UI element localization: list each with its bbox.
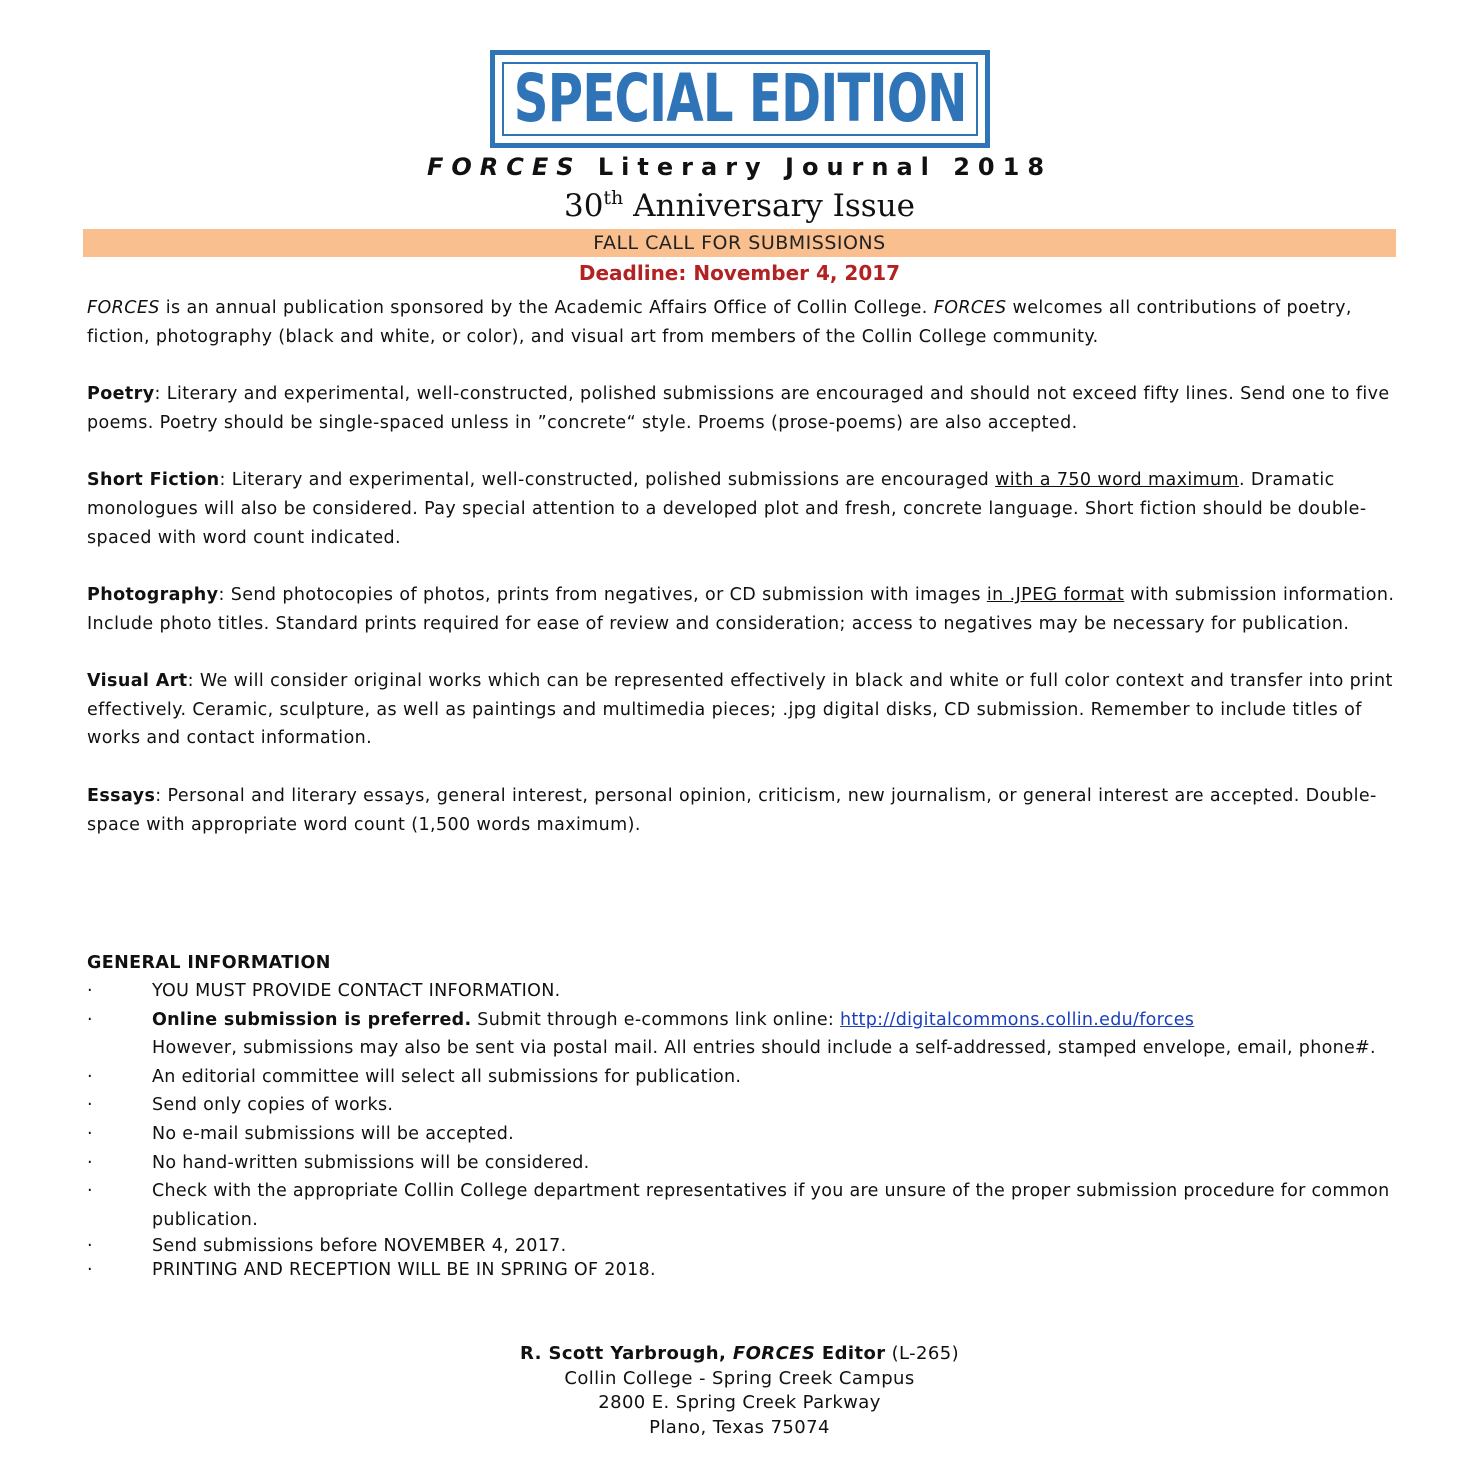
intro-paragraph [87,294,1397,351]
anniversary-number: 30 [563,188,604,224]
digital-commons-link[interactable]: http://digitalcommons.collin.edu/forces [839,1009,1195,1030]
intro-text-2: welcomes all contributions of poetry, fiction, photography (black and white, or color), and visual art from members of the Collin College community. [87,298,1352,347]
general-information-list [87,977,1397,1282]
visual-art-text: : We will consider original works which can be represented effectively in black and white or full color context and transfer into print effectively. Ceramic, sculpture, as well as paintings and multimedia pieces; .jpg digital disks, CD submission. Remember to include titles of works and contact information. [87,671,1393,749]
bullet-icon: · [87,1260,93,1281]
special-edition-stamp [490,50,990,148]
list-item [87,1063,1397,1092]
essays-paragraph [87,782,1397,839]
bullet-icon: · [87,1152,93,1173]
list-item [87,1234,1397,1258]
anniversary-rest: Anniversary Issue [633,188,916,224]
list-item [87,1091,1397,1120]
editor-forces: FORCES [732,1343,816,1364]
list-item [87,1149,1397,1178]
photography-text-2: with submission information. Include photo titles. Standard prints required for ease of review and consideration; access to negatives may be necessary for publication. [87,584,1395,634]
poetry-text: : Literary and experimental, well-constructed, polished submissions are encouraged and should not exceed fifty lines. Send one to five poems. Poetry should be single-spaced unless in ”concrete“ style. Proems (prose-poems) are also accepted. [87,384,1390,433]
essays-text: : Personal and literary essays, general interest, personal opinion, criticism, new journalism, or general interest are accepted. Double-space with appropriate word count (1,500 words maximum). [87,785,1377,835]
journal-title-rest: Literary Journal 2018 [597,153,1053,181]
list-item-text: PRINTING AND RECEPTION WILL BE IN SPRING OF 2018. [152,1260,656,1281]
editor-title: Editor [815,1343,886,1364]
fiction-paragraph [87,466,1397,552]
photography-underlined: in .JPEG format [986,584,1125,605]
anniversary-title [0,186,1479,226]
fiction-text-2: . Dramatic monologues will also be considered. Pay special attention to a developed plot and fresh, concrete language. Short fiction should be double-spaced with word count indicated. [87,470,1367,548]
list-item-text: Submit through e-commons link online: [471,1009,840,1030]
street-line: 2800 E. Spring Creek Parkway [598,1392,881,1413]
list-item [87,977,1397,1006]
poetry-label: Poetry [87,384,155,405]
editor-room: (L-265) [885,1343,960,1364]
stamp-text: SPECIAL EDITION [513,60,967,137]
deadline: Deadline: November 4, 2017 [578,261,901,285]
bullet-icon: · [87,1236,93,1257]
list-item-text: Send submissions before NOVEMBER 4, 2017. [152,1236,567,1257]
intro-forces-1: FORCES [87,298,160,318]
essays-label: Essays [87,785,156,806]
campus-line: Collin College - Spring Creek Campus [564,1367,915,1389]
list-item-more-text: However, submissions may also be sent via postal mail. All entries should include a self-addressed, stamped envelope, email, phone#. [152,1038,1376,1059]
editor-contact-block [0,1342,1479,1440]
bullet-icon: · [87,1123,93,1144]
journal-title [0,150,1479,184]
photography-label: Photography [87,584,219,605]
city-line: Plano, Texas 75074 [649,1416,830,1438]
editor-name: R. Scott Yarbrough, [519,1343,733,1364]
bullet-icon: · [87,1095,93,1116]
intro-forces-2: FORCES [933,298,1007,318]
poetry-paragraph [87,380,1397,437]
visual-art-paragraph [87,667,1397,753]
bullet-icon: · [87,1066,93,1087]
body-text [87,294,1397,868]
bullet-icon: · [87,981,93,1001]
list-item-text: No e-mail submissions will be accepted. [152,1123,515,1144]
list-item-text: Send only copies of works. [152,1095,394,1116]
visual-art-label: Visual Art [87,671,188,692]
call-for-submissions-text: FALL CALL FOR SUBMISSIONS [593,232,886,254]
fiction-text-1: : Literary and experimental, well-constructed, polished submissions are encouraged [219,470,996,491]
list-item-text: Check with the appropriate Collin College department representatives if you are unsure of the proper submission procedure for common publication. [152,1181,1390,1230]
stamp-inner-border [502,62,978,136]
list-item [87,1120,1397,1149]
online-preferred-text: Online submission is preferred. [152,1009,472,1030]
journal-name: FORCES [426,153,582,181]
list-item-text: An editorial committee will select all submissions for publication. [152,1066,742,1087]
fiction-underlined: with a 750 word maximum [995,470,1239,491]
list-item-text: YOU MUST PROVIDE CONTACT INFORMATION. [152,981,561,1001]
bullet-icon: · [87,1181,93,1202]
photography-text-1: : Send photocopies of photos, prints from negatives, or CD submission with images [218,584,987,605]
general-information-heading: GENERAL INFORMATION [87,953,331,973]
list-item-text: No hand-written submissions will be considered. [152,1152,590,1173]
list-item [87,1258,1397,1282]
fiction-label: Short Fiction [87,470,220,491]
intro-text-1: is an annual publication sponsored by the Academic Affairs Office of Collin College. [159,298,934,318]
call-for-submissions-bar [83,229,1396,257]
list-item [87,1006,1397,1063]
photography-paragraph [87,581,1397,638]
bullet-icon: · [87,1009,93,1030]
editor-line [0,1342,1479,1367]
anniversary-suffix: th [603,187,624,209]
list-item [87,1177,1397,1234]
